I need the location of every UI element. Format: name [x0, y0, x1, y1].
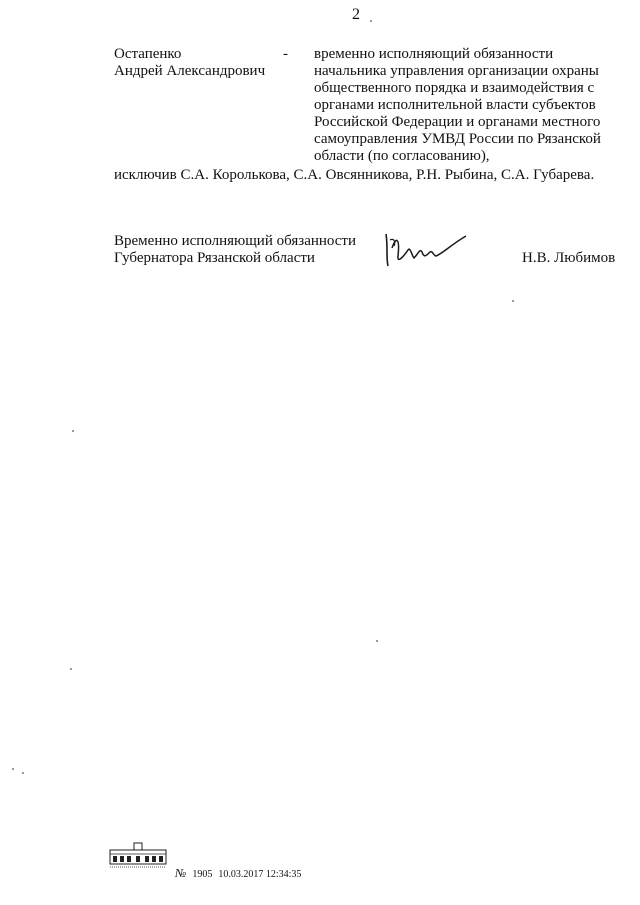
signer-title [114, 233, 356, 267]
scan-speck [376, 640, 378, 642]
scan-speck [22, 772, 24, 774]
entry-description-line: органами исполнительной власти субъектов [314, 97, 596, 113]
registration-datetime: 10.03.2017 12:34:35 [218, 869, 302, 880]
scan-speck [72, 430, 74, 432]
scan-speck [70, 668, 72, 670]
signer-name: Н.В. Любимов [522, 250, 616, 266]
entry-description-line: области (по согласованию), [314, 148, 490, 164]
entry-surname: Остапенко [114, 46, 182, 62]
registration-number: 1905 [192, 869, 213, 880]
page-number: 2 [352, 6, 360, 23]
entry-description-line: начальника управления организации охраны [314, 63, 599, 79]
entry-given-names: Андрей Александрович [114, 63, 266, 79]
building-stamp-icon [108, 840, 168, 870]
entry-description-line: Российской Федерации и органами местного [314, 114, 601, 130]
entry-description-line: временно исполняющий обязанности [314, 46, 554, 62]
scan-speck [370, 20, 372, 22]
signer-title-line: Губернатора Рязанской области [114, 250, 315, 266]
signer-title-line: Временно исполняющий обязанности [114, 233, 357, 249]
entry-description [314, 46, 618, 165]
entry-description-line: общественного порядка и взаимодействия с [314, 80, 595, 96]
handwritten-signature-icon [376, 226, 472, 272]
exclusion-text: исключив С.А. Королькова, С.А. Овсянникова, Р.Н. Рыбина, С.А. Губарева. [114, 167, 595, 183]
entry-description-line: самоуправления УМВД России по Рязанской [314, 131, 601, 147]
scan-speck [512, 300, 514, 302]
entry-name [114, 46, 265, 80]
registration-number-sign: № [175, 866, 187, 880]
entry-dash: - [283, 46, 288, 62]
scan-speck [12, 768, 14, 770]
registration-stamp [175, 866, 301, 881]
